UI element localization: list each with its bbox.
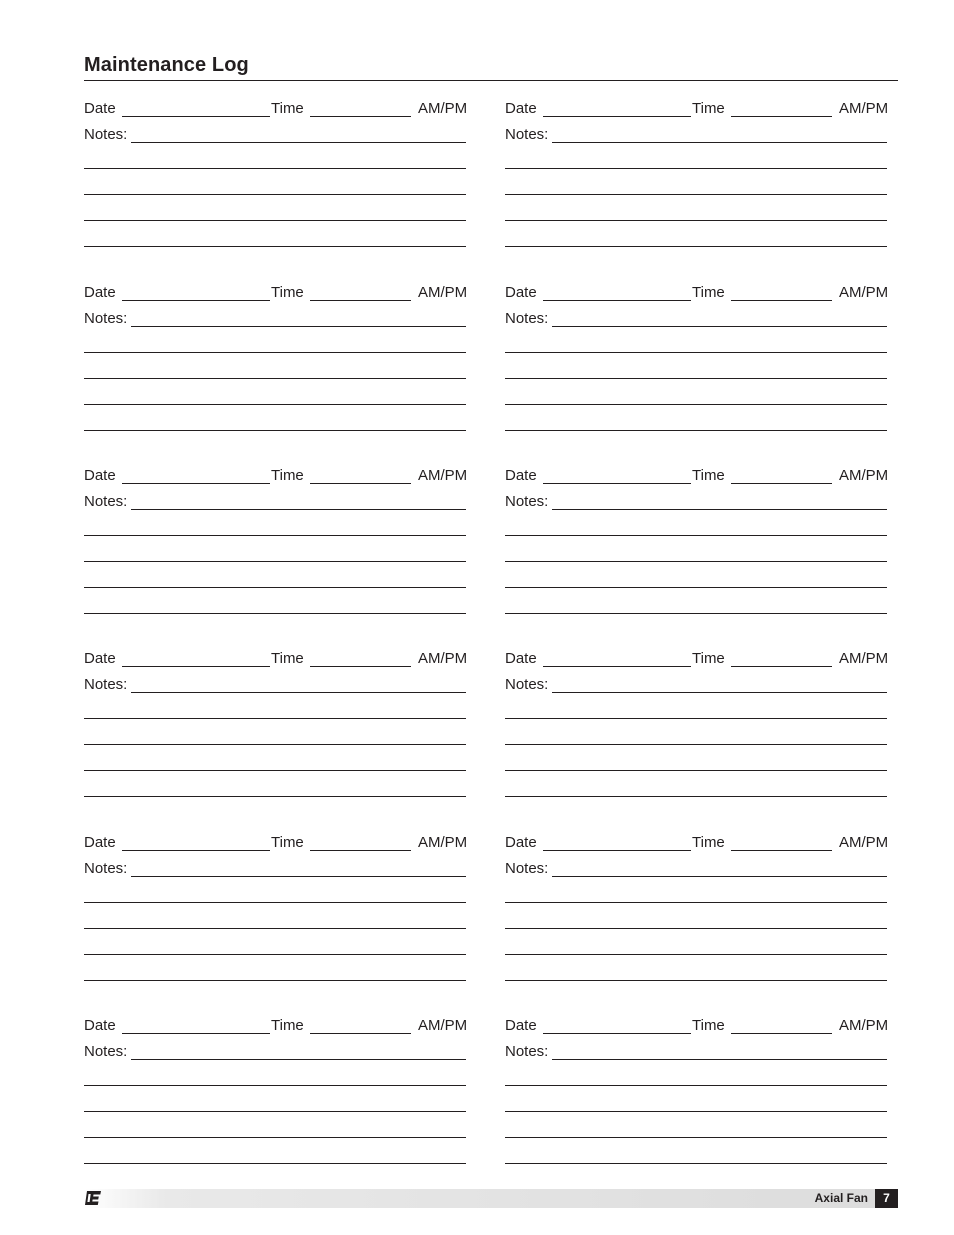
notes-line[interactable]	[505, 535, 887, 536]
date-time-row	[505, 284, 893, 304]
date-label: Date	[505, 467, 537, 484]
notes-label: Notes:	[505, 493, 549, 510]
notes-line[interactable]	[84, 1085, 466, 1086]
time-label: Time	[692, 284, 725, 301]
time-field-line[interactable]	[731, 483, 832, 484]
notes-field-line[interactable]	[131, 1059, 466, 1060]
notes-label: Notes:	[505, 1043, 549, 1060]
ampm-label: AM/PM	[418, 467, 468, 484]
time-field-line[interactable]	[731, 850, 832, 851]
notes-field-line[interactable]	[131, 876, 466, 877]
time-field-line[interactable]	[310, 850, 411, 851]
notes-line[interactable]	[84, 744, 466, 745]
notes-line[interactable]	[505, 587, 887, 588]
notes-row	[84, 1043, 472, 1063]
notes-line[interactable]	[84, 1111, 466, 1112]
notes-line[interactable]	[84, 1163, 466, 1164]
date-field-line[interactable]	[543, 483, 691, 484]
time-label: Time	[692, 467, 725, 484]
log-entry	[84, 284, 472, 454]
date-label: Date	[505, 834, 537, 851]
time-field-line[interactable]	[731, 666, 832, 667]
notes-line[interactable]	[505, 796, 887, 797]
ampm-label: AM/PM	[839, 284, 889, 301]
notes-line[interactable]	[84, 246, 466, 247]
notes-label: Notes:	[505, 310, 549, 327]
page-title: Maintenance Log	[84, 54, 249, 76]
date-label: Date	[84, 834, 116, 851]
date-label: Date	[505, 650, 537, 667]
footer-product-name: Axial Fan	[814, 1191, 868, 1205]
time-label: Time	[271, 284, 304, 301]
notes-line[interactable]	[505, 378, 887, 379]
notes-line[interactable]	[84, 535, 466, 536]
date-field-line[interactable]	[122, 116, 270, 117]
notes-row	[84, 676, 472, 696]
time-field-line[interactable]	[731, 116, 832, 117]
date-label: Date	[84, 467, 116, 484]
date-field-line[interactable]	[543, 666, 691, 667]
log-entry	[84, 834, 472, 1004]
notes-line[interactable]	[505, 1085, 887, 1086]
log-entry	[84, 100, 472, 270]
notes-line[interactable]	[84, 928, 466, 929]
log-entry	[505, 650, 893, 820]
notes-row	[505, 126, 893, 146]
notes-line[interactable]	[505, 168, 887, 169]
notes-row	[84, 493, 472, 513]
notes-line[interactable]	[505, 902, 887, 903]
date-label: Date	[84, 1017, 116, 1034]
ampm-label: AM/PM	[839, 1017, 889, 1034]
date-time-row	[505, 650, 893, 670]
notes-line[interactable]	[84, 954, 466, 955]
date-time-row	[84, 834, 472, 854]
log-entry	[505, 284, 893, 454]
date-time-row	[84, 100, 472, 120]
notes-line[interactable]	[505, 404, 887, 405]
log-entry	[505, 100, 893, 270]
notes-line[interactable]	[84, 352, 466, 353]
notes-field-line[interactable]	[131, 509, 466, 510]
notes-line[interactable]	[505, 430, 887, 431]
notes-label: Notes:	[84, 860, 128, 877]
ampm-label: AM/PM	[418, 100, 468, 117]
log-entry	[505, 834, 893, 1004]
date-time-row	[84, 284, 472, 304]
date-field-line[interactable]	[122, 300, 270, 301]
log-entry	[84, 650, 472, 820]
notes-field-line[interactable]	[552, 509, 887, 510]
notes-label: Notes:	[84, 1043, 128, 1060]
notes-line[interactable]	[84, 796, 466, 797]
date-label: Date	[505, 284, 537, 301]
ampm-label: AM/PM	[839, 467, 889, 484]
notes-line[interactable]	[84, 561, 466, 562]
notes-line[interactable]	[505, 1111, 887, 1112]
time-label: Time	[271, 650, 304, 667]
date-label: Date	[505, 1017, 537, 1034]
notes-line[interactable]	[505, 980, 887, 981]
notes-line[interactable]	[84, 613, 466, 614]
time-label: Time	[692, 1017, 725, 1034]
date-time-row	[505, 1017, 893, 1037]
date-label: Date	[505, 100, 537, 117]
notes-line[interactable]	[84, 430, 466, 431]
time-label: Time	[692, 100, 725, 117]
time-field-line[interactable]	[731, 1033, 832, 1034]
log-entry	[505, 1017, 893, 1187]
notes-label: Notes:	[84, 676, 128, 693]
ampm-label: AM/PM	[839, 834, 889, 851]
notes-row	[84, 310, 472, 330]
date-field-line[interactable]	[122, 483, 270, 484]
time-label: Time	[271, 834, 304, 851]
date-label: Date	[84, 650, 116, 667]
notes-line[interactable]	[505, 744, 887, 745]
notes-line[interactable]	[84, 1137, 466, 1138]
notes-line[interactable]	[505, 194, 887, 195]
notes-line[interactable]	[505, 770, 887, 771]
notes-line[interactable]	[84, 980, 466, 981]
notes-label: Notes:	[505, 676, 549, 693]
notes-line[interactable]	[84, 220, 466, 221]
time-field-line[interactable]	[310, 116, 411, 117]
date-field-line[interactable]	[122, 1033, 270, 1034]
notes-line[interactable]	[84, 404, 466, 405]
notes-row	[505, 493, 893, 513]
log-entry	[84, 467, 472, 637]
time-field-line[interactable]	[310, 1033, 411, 1034]
time-field-line[interactable]	[310, 483, 411, 484]
notes-field-line[interactable]	[131, 326, 466, 327]
time-label: Time	[692, 834, 725, 851]
time-field-line[interactable]	[310, 300, 411, 301]
notes-field-line[interactable]	[552, 1059, 887, 1060]
date-time-row	[505, 100, 893, 120]
notes-line[interactable]	[84, 718, 466, 719]
notes-line[interactable]	[505, 718, 887, 719]
notes-field-line[interactable]	[552, 876, 887, 877]
date-field-line[interactable]	[543, 850, 691, 851]
page-number: 7	[875, 1189, 898, 1208]
time-label: Time	[271, 467, 304, 484]
notes-field-line[interactable]	[552, 692, 887, 693]
time-label: Time	[271, 1017, 304, 1034]
notes-label: Notes:	[84, 310, 128, 327]
date-time-row	[505, 467, 893, 487]
date-field-line[interactable]	[122, 666, 270, 667]
notes-line[interactable]	[505, 1137, 887, 1138]
notes-field-line[interactable]	[552, 326, 887, 327]
time-label: Time	[271, 100, 304, 117]
ampm-label: AM/PM	[839, 100, 889, 117]
date-time-row	[84, 1017, 472, 1037]
notes-line[interactable]	[84, 587, 466, 588]
date-field-line[interactable]	[543, 116, 691, 117]
date-field-line[interactable]	[543, 300, 691, 301]
notes-label: Notes:	[505, 860, 549, 877]
notes-row	[84, 860, 472, 880]
notes-line[interactable]	[84, 168, 466, 169]
notes-line[interactable]	[505, 954, 887, 955]
notes-line[interactable]	[84, 902, 466, 903]
notes-line[interactable]	[505, 928, 887, 929]
notes-line[interactable]	[84, 194, 466, 195]
log-entry	[84, 1017, 472, 1187]
notes-line[interactable]	[505, 352, 887, 353]
date-field-line[interactable]	[543, 1033, 691, 1034]
date-field-line[interactable]	[122, 850, 270, 851]
notes-row	[505, 676, 893, 696]
notes-line[interactable]	[84, 378, 466, 379]
ampm-label: AM/PM	[418, 1017, 468, 1034]
notes-line[interactable]	[505, 613, 887, 614]
notes-row	[505, 1043, 893, 1063]
time-field-line[interactable]	[731, 300, 832, 301]
notes-row	[505, 310, 893, 330]
notes-row	[505, 860, 893, 880]
notes-line[interactable]	[505, 220, 887, 221]
notes-line[interactable]	[84, 770, 466, 771]
notes-label: Notes:	[84, 126, 128, 143]
notes-field-line[interactable]	[131, 142, 466, 143]
ampm-label: AM/PM	[418, 650, 468, 667]
notes-label: Notes:	[84, 493, 128, 510]
notes-line[interactable]	[505, 246, 887, 247]
notes-field-line[interactable]	[552, 142, 887, 143]
notes-row	[84, 126, 472, 146]
date-time-row	[84, 467, 472, 487]
date-label: Date	[84, 100, 116, 117]
ampm-label: AM/PM	[418, 834, 468, 851]
company-logo-icon	[84, 1190, 102, 1206]
notes-line[interactable]	[505, 561, 887, 562]
ampm-label: AM/PM	[839, 650, 889, 667]
notes-field-line[interactable]	[131, 692, 466, 693]
footer-bar	[84, 1189, 898, 1208]
notes-label: Notes:	[505, 126, 549, 143]
notes-line[interactable]	[505, 1163, 887, 1164]
time-label: Time	[692, 650, 725, 667]
date-time-row	[505, 834, 893, 854]
date-time-row	[84, 650, 472, 670]
date-label: Date	[84, 284, 116, 301]
time-field-line[interactable]	[310, 666, 411, 667]
ampm-label: AM/PM	[418, 284, 468, 301]
log-entry	[505, 467, 893, 637]
